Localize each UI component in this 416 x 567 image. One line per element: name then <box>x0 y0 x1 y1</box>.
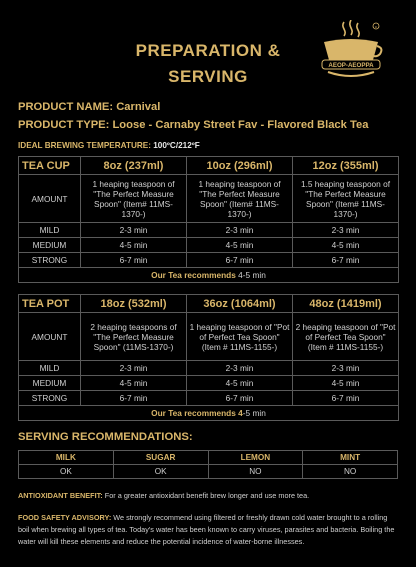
tea-pot-recommendation <box>19 406 399 421</box>
serving-value-row <box>19 465 398 479</box>
serving-value-sugar: OK <box>113 465 208 479</box>
tea-pot-header-label: TEA POT <box>19 295 81 313</box>
antioxidant-label: ANTIOXIDANT BENEFIT: <box>18 491 103 500</box>
tea-pot-amount-row <box>19 313 399 361</box>
temp-label: IDEAL BREWING TEMPERATURE: <box>18 141 154 150</box>
serving-header-sugar: SUGAR <box>113 451 208 465</box>
tea-cup-amount-10oz: 1 heaping teaspoon of "The Perfect Measure Spoon" (Item# 11MS-1370-) <box>187 175 293 223</box>
row-label: MILD <box>19 223 81 238</box>
svg-text:c: c <box>375 24 377 29</box>
table-cell: 2-3 min <box>81 361 187 376</box>
table-cell: 2-3 min <box>187 361 293 376</box>
tea-pot-mild-row <box>19 361 399 376</box>
tea-pot-table <box>18 294 399 421</box>
table-cell: 4-5 min <box>81 376 187 391</box>
tea-cup-amount-row <box>19 175 399 223</box>
tea-cup-size-10oz: 10oz (296ml) <box>187 157 293 175</box>
serving-header-mint: MINT <box>303 451 398 465</box>
serving-title: SERVING RECOMMENDATIONS: <box>18 431 193 443</box>
tea-cup-strong-row <box>19 253 399 268</box>
advisory-text: We strongly recommend using filtered or freshly drawn cold water brought to a rolling boil when brewing all types of tea. Today's water has been known to carry viruses, parasites and bacteria. Boiling the water will kill these elements and reduce the potential incidence of water-borne illnesses. <box>18 513 395 547</box>
tea-pot-amount-label: AMOUNT <box>19 313 81 361</box>
table-cell: 6-7 min <box>81 253 187 268</box>
food-safety-advisory <box>18 512 400 549</box>
title-line-1: PREPARATION & <box>135 41 281 60</box>
tea-pot-recommend-row <box>19 406 399 421</box>
tea-cup-table <box>18 156 399 283</box>
table-cell: 2-3 min <box>293 223 399 238</box>
tea-cup-amount-label: AMOUNT <box>19 175 81 223</box>
product-type: PRODUCT TYPE: Loose - Carnaby Street Fav - Flavored Black Tea <box>18 119 369 131</box>
tea-pot-size-18oz: 18oz (532ml) <box>81 295 187 313</box>
table-cell: 4-5 min <box>293 238 399 253</box>
row-label: MEDIUM <box>19 238 81 253</box>
table-cell: 6-7 min <box>81 391 187 406</box>
product-name: PRODUCT NAME: Carnival <box>18 101 161 113</box>
row-label: MILD <box>19 361 81 376</box>
recommend-value: -5 min <box>242 408 266 418</box>
tea-cup-mild-row <box>19 223 399 238</box>
tea-cup-amount-12oz: 1.5 heaping teaspoon of "The Perfect Measure Spoon" (Item# 11MS-1370-) <box>293 175 399 223</box>
tea-cup-logo-icon <box>318 20 384 82</box>
brewing-temperature <box>18 141 200 150</box>
recommend-label: Our Tea recommends <box>151 270 236 280</box>
serving-value-lemon: NO <box>208 465 303 479</box>
advisory-label: FOOD SAFETY ADVISORY: <box>18 513 112 522</box>
tea-cup-size-8oz: 8oz (237ml) <box>81 157 187 175</box>
tea-cup-header-label: TEA CUP <box>19 157 81 175</box>
title-line-2: SERVING <box>168 67 248 86</box>
tea-pot-amount-18oz: 2 heaping teaspoons of "The Perfect Measure Spoon" (11MS-1370-) <box>81 313 187 361</box>
tea-pot-medium-row <box>19 376 399 391</box>
table-cell: 6-7 min <box>293 253 399 268</box>
table-cell: 4-5 min <box>187 238 293 253</box>
tea-pot-header-row <box>19 295 399 313</box>
serving-header-milk: MILK <box>19 451 114 465</box>
table-cell: 6-7 min <box>187 391 293 406</box>
table-cell: 6-7 min <box>187 253 293 268</box>
table-cell: 4-5 min <box>187 376 293 391</box>
tea-cup-amount-8oz: 1 heaping teaspoon of "The Perfect Measure Spoon" (Item# 11MS-1370-) <box>81 175 187 223</box>
tea-cup-recommend-row <box>19 268 399 283</box>
antioxidant-benefit <box>18 490 400 502</box>
table-cell: 2-3 min <box>187 223 293 238</box>
row-label: STRONG <box>19 253 81 268</box>
table-cell: 4-5 min <box>293 376 399 391</box>
row-label: STRONG <box>19 391 81 406</box>
temp-value: 100ºC/212ºF <box>153 141 200 150</box>
tea-cup-size-12oz: 12oz (355ml) <box>293 157 399 175</box>
tea-cup-recommendation <box>19 268 399 283</box>
tea-pot-size-48oz: 48oz (1419ml) <box>293 295 399 313</box>
table-cell: 2-3 min <box>81 223 187 238</box>
tea-cup-medium-row <box>19 238 399 253</box>
serving-value-mint: NO <box>303 465 398 479</box>
table-cell: 4-5 min <box>81 238 187 253</box>
tea-pot-amount-36oz: 1 heaping teaspoon of "Pot of Perfect Tea Spoon" (Item # 11MS-1155-) <box>187 313 293 361</box>
antioxidant-text: For a greater antioxidant benefit brew longer and use more tea. <box>102 491 310 500</box>
serving-value-milk: OK <box>19 465 114 479</box>
serving-header-row <box>19 451 398 465</box>
logo-text: AEOP-AEOPPA <box>328 62 374 69</box>
row-label: MEDIUM <box>19 376 81 391</box>
tea-pot-amount-48oz: 2 heaping teaspoon of "Pot of Perfect Tea Spoon" (Item # 11MS-1155-) <box>293 313 399 361</box>
recommend-label: Our Tea recommends 4 <box>151 408 243 418</box>
table-cell: 2-3 min <box>293 361 399 376</box>
tea-cup-header-row <box>19 157 399 175</box>
tea-pot-size-36oz: 36oz (1064ml) <box>187 295 293 313</box>
recommend-value: 4-5 min <box>235 270 266 280</box>
tea-pot-strong-row <box>19 391 399 406</box>
serving-header-lemon: LEMON <box>208 451 303 465</box>
serving-table <box>18 450 398 479</box>
table-cell: 6-7 min <box>293 391 399 406</box>
